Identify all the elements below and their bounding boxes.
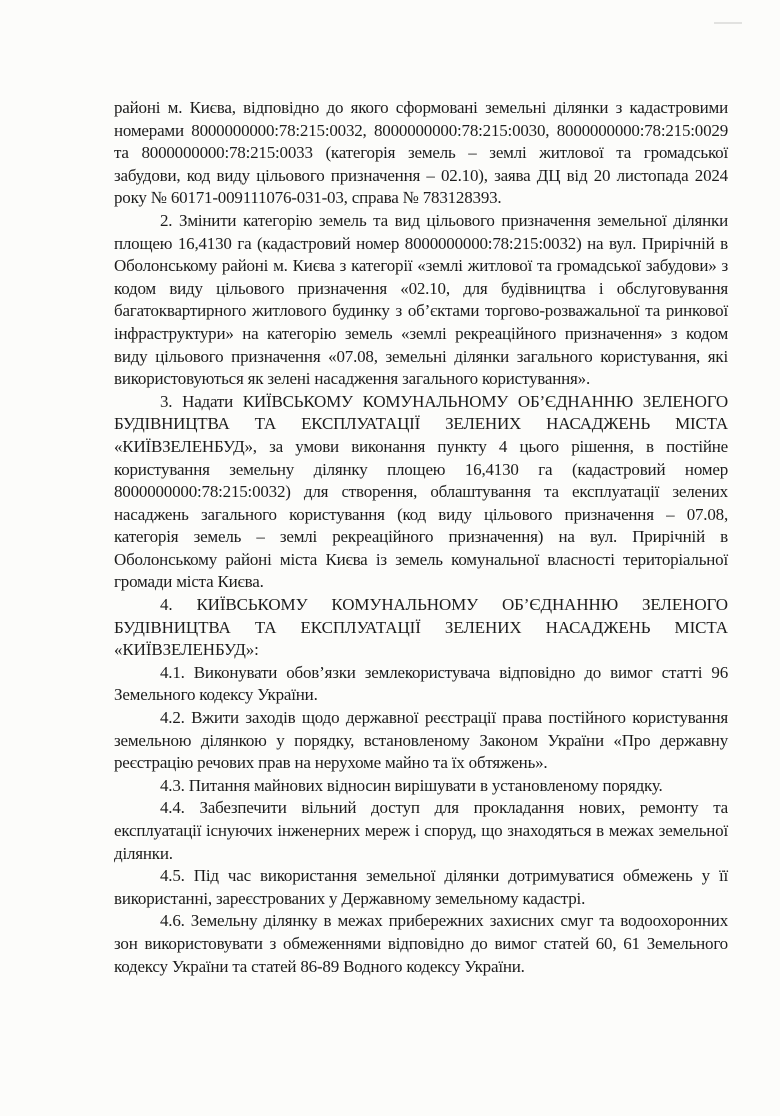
- paragraph-item-4-2: 4.2. Вжити заходів щодо державної реєстрації права постійного користування земельною ділянкою у порядку, встановленому Законом України «Про державну реєстрацію речових прав на нерухоме майно та їх обтяжень».: [114, 708, 728, 773]
- paragraph-item-4-1: 4.1. Виконувати обов’язки землекористувача відповідно до вимог статті 96 Земельного кодексу України.: [114, 662, 728, 705]
- scan-artifact: [714, 22, 742, 24]
- paragraph-item-4-6: 4.6. Земельну ділянку в межах прибережних захисних смуг та водоохоронних зон використовувати з обмеженнями відповідно до вимог статей 60, 61 Земельного кодексу України та статей 86-89 Водного кодексу України.: [114, 911, 728, 976]
- paragraph-continuation: районі м. Києва, відповідно до якого сформовані земельні ділянки з кадастровими номерами 8000000000:78:215:0032, 8000000000:78:215:0030, 8000000000:78:215:0029 та 8000000000:78:215:0033 (категорія земель – землі житлової та громадської забудови, код виду цільового призначення – 02.10), заява ДЦ від 20 листопада 2024 року № 60171-009111076-031-03, справа № 783128393.: [114, 98, 728, 208]
- paragraph-item-2: 2. Змінити категорію земель та вид цільового призначення земельної ділянки площею 16,4130 га (кадастровий номер 8000000000:78:215:0032) на вул. Прирічній в Оболонському районі м. Києва з категорії «землі житлової та громадської забудови» з кодом виду цільового призначення «02.10, для будівництва і обслуговування багатоквартирного житлового будинку з об’єктами торгово-розважальної та ринкової інфраструктури» на категорію земель «землі рекреаційного призначення» з кодом виду цільового призначення «07.08, земельні ділянки загального користування, які використовуються як зелені насадження загального користування».: [114, 210, 728, 389]
- document-body: [114, 97, 728, 978]
- paragraph-item-4-3: 4.3. Питання майнових відносин вирішувати в установленому порядку.: [160, 775, 663, 795]
- paragraph-item-3: 3. Надати КИЇВСЬКОМУ КОМУНАЛЬНОМУ ОБ’ЄДНАННЮ ЗЕЛЕНОГО БУДІВНИЦТВА ТА ЕКСПЛУАТАЦІЇ ЗЕЛЕНИХ НАСАДЖЕНЬ МІСТА «КИЇВЗЕЛЕНБУД», за умови виконання пункту 4 цього рішення, в постійне користування земельну ділянку площею 16,4130 га (кадастровий номер 8000000000:78:215:0032) для створення, облаштування та експлуатації зелених насаджень загального користування (код виду цільового призначення – 07.08, категорія земель – землі рекреаційного призначення) на вул. Прирічній в Оболонському районі міста Києва із земель комунальної власності територіальної громади міста Києва.: [114, 391, 728, 592]
- paragraph-item-4-4: 4.4. Забезпечити вільний доступ для прокладання нових, ремонту та експлуатації існуючих інженерних мереж і споруд, що знаходяться в межах земельної ділянки.: [114, 798, 728, 863]
- paragraph-item-4: 4. КИЇВСЬКОМУ КОМУНАЛЬНОМУ ОБ’ЄДНАННЮ ЗЕЛЕНОГО БУДІВНИЦТВА ТА ЕКСПЛУАТАЦІЇ ЗЕЛЕНИХ НАСАДЖЕНЬ МІСТА «КИЇВЗЕЛЕНБУД»:: [114, 595, 728, 660]
- paragraph-item-4-5: 4.5. Під час використання земельної ділянки дотримуватися обмежень у її використанні, зареєстрованих у Державному земельному кадастрі.: [114, 866, 728, 908]
